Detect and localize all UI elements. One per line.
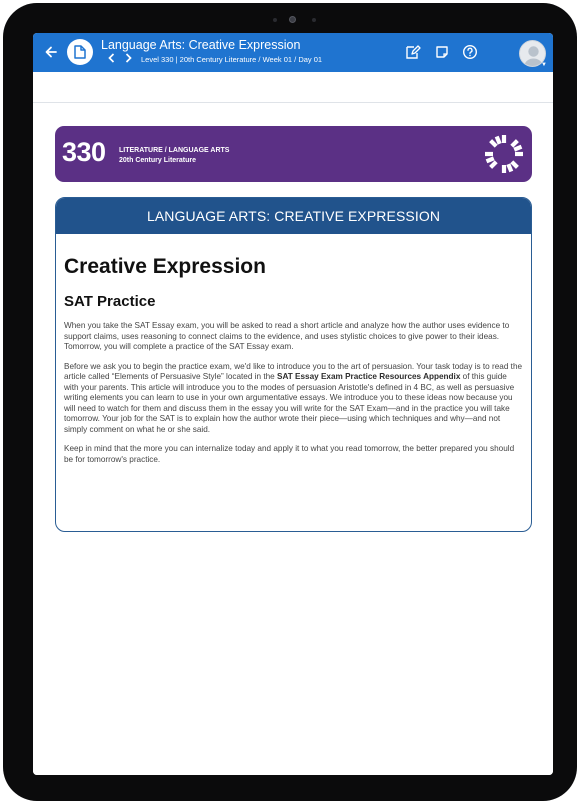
help-button[interactable]	[462, 44, 478, 60]
lesson-card	[55, 197, 532, 532]
lesson-body	[56, 254, 531, 465]
toolbar-strip	[33, 72, 553, 103]
screen	[33, 33, 553, 775]
arrow-left-icon	[44, 45, 58, 59]
chevron-down-icon[interactable]: ▼	[541, 62, 547, 68]
chevron-right-icon	[125, 53, 132, 63]
course-subject: LITERATURE / LANGUAGE ARTS	[119, 147, 230, 154]
help-icon	[462, 44, 478, 60]
previous-day-button[interactable]	[105, 53, 117, 67]
document-icon	[74, 45, 86, 59]
breadcrumb: Level 330 | 20th Century Literature / Week 01 / Day 01	[141, 55, 323, 64]
paragraph-1: When you take the SAT Essay exam, you will be asked to read a short article and analyze how the author uses evidence to support claims, uses reasoning to connect claims to the evidence, and uses stylistic choices to give power to their ideas. Tomorrow, you will complete a practice of the SAT Essay exam.	[64, 321, 510, 351]
app-bar	[33, 33, 553, 72]
edit-note-icon	[405, 44, 421, 60]
paragraph-2-part-a: Before we ask you to begin the practice exam, we'd like to introduce you to the art of persuasion. Your task today is to read the article called “Elements of Persuasive Style” located in the	[64, 361, 523, 381]
paragraph-2-part-b: of this guide with your parents. This article will introduce you to the modes of persuasion Aristotle's defined in 4 BC, as well as persuasive writing elements you can learn to use in your own argumentative essays. We introduce you to these ideas now because you will need to watch for them and discuss them in the essay you will write for the SAT Exam—and in the practice you will take tomorrow. Your job for the SAT is to explain how the author wrote their piece—using which techniques and why—and not simply comment on what he or she said.	[64, 372, 515, 434]
course-number: 330	[62, 137, 106, 167]
sticky-note-icon	[434, 44, 450, 60]
tablet-frame	[3, 3, 577, 801]
publisher-logo-icon	[482, 132, 526, 176]
next-day-button[interactable]	[122, 53, 134, 67]
document-button[interactable]	[67, 39, 93, 65]
edit-note-button[interactable]	[405, 44, 421, 60]
course-info	[119, 146, 229, 165]
app-title: Language Arts: Creative Expression	[101, 38, 301, 52]
course-name: 20th Century Literature	[119, 156, 197, 164]
appendix-reference: SAT Essay Exam Practice Resources Appendix	[276, 372, 461, 381]
sticky-note-button[interactable]	[434, 44, 450, 60]
lesson-header: LANGUAGE ARTS: CREATIVE EXPRESSION	[56, 198, 531, 234]
paragraph-2	[64, 362, 523, 436]
back-button[interactable]	[41, 42, 61, 62]
paragraph-3: Keep in mind that the more you can internalize today and apply it to what you read tomorrow, the better prepared you should be for tomorrow's practice.	[64, 444, 515, 464]
sensor	[312, 18, 316, 22]
lesson-title: Creative Expression	[64, 255, 266, 278]
camera	[289, 16, 296, 23]
chevron-left-icon	[108, 53, 115, 63]
sensor	[273, 18, 277, 22]
lesson-subtitle: SAT Practice	[64, 293, 156, 310]
course-banner	[55, 126, 532, 182]
